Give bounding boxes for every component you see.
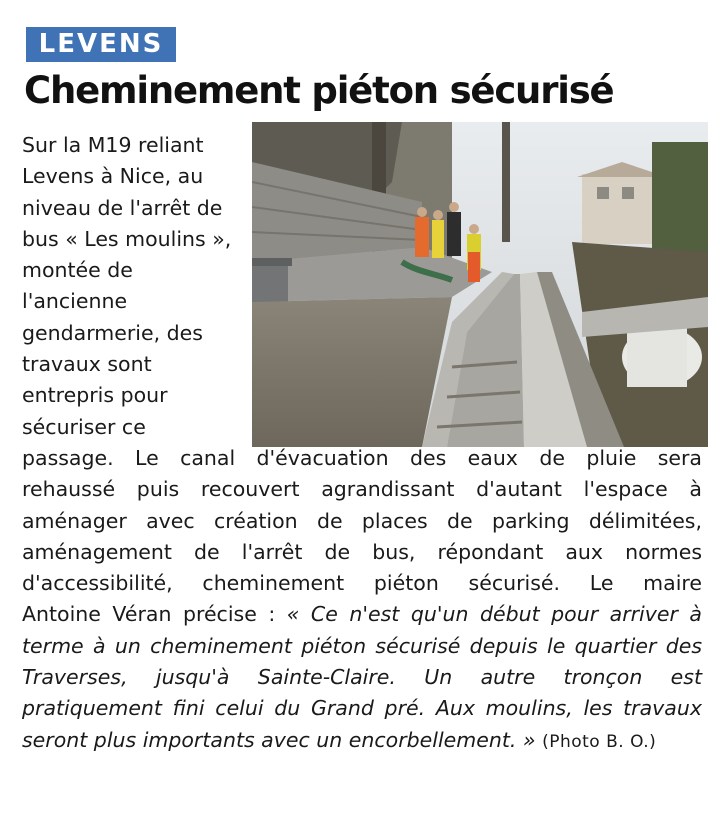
quote-intro: Antoine Véran précise : bbox=[22, 602, 287, 627]
photo-credit: (Photo B. O.) bbox=[542, 731, 657, 752]
article-headline: Cheminement piéton sécurisé bbox=[24, 69, 614, 112]
body-line: l'ancienne bbox=[22, 289, 128, 314]
quote-text: « Ce n'est qu'un début pour arriver à bbox=[286, 602, 702, 627]
body-line: d'accessibilité, cheminement piéton sécurisé. Le maire bbox=[22, 571, 702, 596]
body-line: aménagement de l'arrêt de bus, répondant aux normes bbox=[22, 539, 702, 564]
body-line: aménager avec création de places de parking délimitées, bbox=[22, 508, 702, 533]
body-line: Sur la M19 reliant bbox=[22, 133, 204, 157]
quote-line: Traverses, jusqu'à Sainte-Claire. Un autre tronçon est bbox=[22, 665, 702, 690]
body-line: travaux sont bbox=[22, 352, 152, 377]
quote-text: seront plus importants avec un encorbellement. » bbox=[22, 727, 543, 752]
body-line: rehaussé puis recouvert agrandissant d'autant l'espace à bbox=[22, 477, 702, 502]
body-line: sécuriser ce bbox=[22, 414, 146, 439]
article-body bbox=[22, 130, 712, 756]
body-line: entrepris pour bbox=[22, 383, 168, 408]
quote-intro-line bbox=[22, 599, 702, 630]
quote-line: pratiquement fini celui du Grand pré. Aux moulins, les travaux bbox=[22, 696, 702, 721]
body-line: passage. Le canal d'évacuation des eaux de pluie sera bbox=[22, 445, 702, 470]
body-line: Levens à Nice, au bbox=[22, 164, 204, 189]
quote-last-line bbox=[22, 725, 712, 756]
body-line: gendarmerie, des bbox=[22, 320, 203, 345]
body-line: montée de bbox=[22, 258, 133, 283]
section-kicker: LEVENS bbox=[26, 27, 176, 62]
body-line: bus « Les moulins », bbox=[22, 226, 232, 251]
quote-line: terme à un cheminement piéton sécurisé depuis le quartier des bbox=[22, 633, 702, 658]
body-line: niveau de l'arrêt de bbox=[22, 195, 223, 220]
